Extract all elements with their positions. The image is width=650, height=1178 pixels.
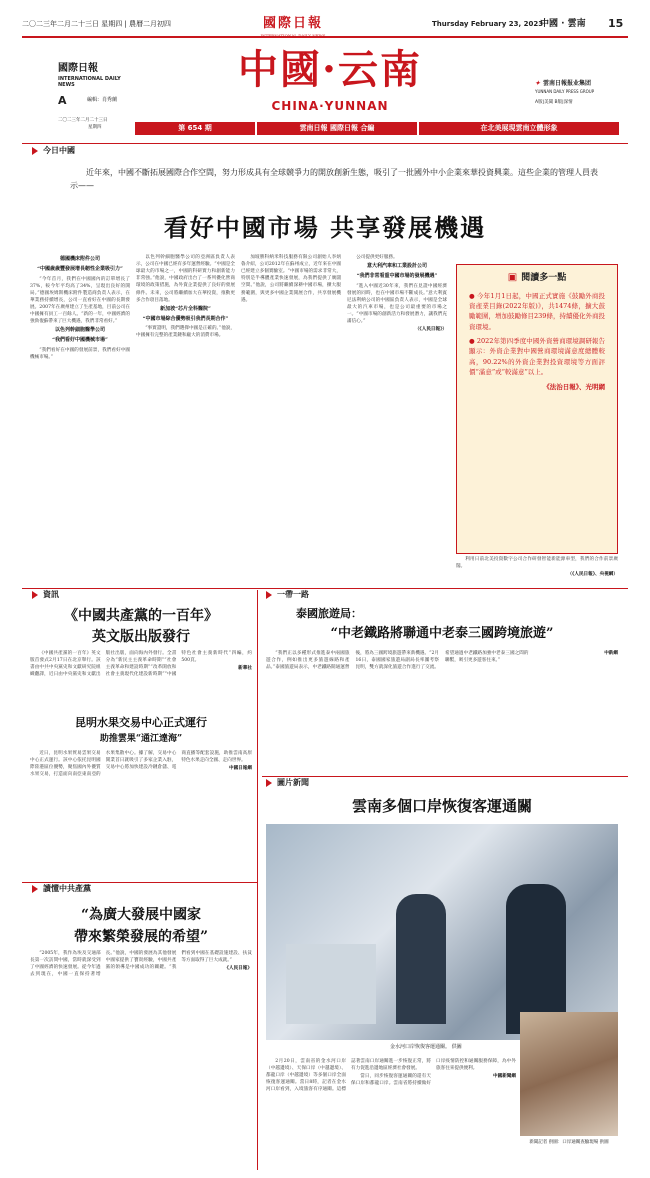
sidebar-box — [456, 264, 618, 554]
sidebar-source: 《法治日報》、光明網 — [543, 382, 605, 391]
group-logo-icon: ✦ — [535, 80, 541, 87]
group-name: 雲南日報报业集团 — [543, 80, 592, 87]
top-rule — [22, 36, 628, 38]
edition-letter: A — [58, 94, 67, 107]
news-h2 — [30, 716, 252, 745]
news-h3-line1: “為廣大發展中國家 — [80, 907, 202, 923]
rule-today — [22, 143, 628, 144]
photo-main — [266, 824, 618, 1040]
section-read — [32, 884, 91, 895]
masthead-banner — [135, 122, 620, 135]
section-belt-label: 一帶一路 — [277, 590, 309, 599]
news-p2-src: 中國日報網 — [228, 766, 252, 772]
col3-body: 加坡勝科納米科技服務有限公司創始人李炳魯介紹，公司2012年在蘇州成立，近年來在中國已經建立多個實驗室。“中國市場的需求非常大，特別是半導體產業快速發展，為我們提供了廣闊空間。”他說，公司將繼續深耕中國市場，擴大服務範圍，與更多中國企業開展合作，共享發展機遇。 — [241, 255, 341, 303]
page-number: 15 — [608, 17, 624, 30]
news-p1-src: 新華社 — [238, 666, 252, 672]
belt-body — [266, 650, 618, 760]
news-p2 — [30, 750, 252, 865]
sidebar-note-src: （《人民日報》、央視網） — [567, 572, 618, 578]
news-p2-text: 近日，昆明水果貿易雲果交易中心正式運行。該中心依托昆明國際陸港區位優勢，聚焦國內外優質水果交易，打造面向南亞東南亞的水果集散中心。據了解，交易中心開業首日就吸引了多家企業入駐，交易中心將加快建設冷鏈倉儲、電商直播等配套設施，助推雲南高原特色水果走向全國、走向世界。 — [30, 751, 252, 778]
slogan: 在北美展現雲南立體形象 — [419, 122, 619, 135]
mast-weekday: 星期四 — [88, 125, 102, 130]
date-left: 二〇二三年二月二十三日 星期四 | 農曆二月初四 — [22, 20, 172, 28]
col1-quote: “中國歲歲豐發展增長韌性企業吸引力” — [37, 265, 123, 272]
date-right: Thursday February 23, 2023 — [432, 20, 544, 28]
belt-headline — [266, 607, 618, 642]
sidebar-item-1: 今年1月1日起，中國正式實施《鼓勵外商投資產業目錄(2022年版)》，共1474條，擴大鼓勵範圍，增加鼓勵條目239條，持續優化外商投資環境。 — [469, 291, 605, 331]
section-photo — [266, 778, 309, 789]
news-p3-src: 《人民日報》 — [224, 966, 252, 972]
bullet-icon: ● — [469, 337, 477, 346]
col1-intro2: 以色列幹細胞醫學公司 — [54, 327, 105, 334]
news-p3 — [30, 950, 252, 1160]
paper-cn: 國際日報 — [58, 63, 98, 74]
sidebar-item-2: 2022年第四季度中國外資營商環境調研報告顯示：外資企業對中國營商環境滿意度總體較高，90.22%的外資企業對投資環境等方面評價“滿意”或“較滿意”以上。 — [469, 337, 605, 377]
masthead-paper — [58, 62, 138, 89]
news-p1 — [30, 650, 252, 710]
book-icon: ▣ — [507, 272, 518, 283]
column-divider — [257, 590, 258, 1170]
col1-intro: 德國機床附件公司 — [59, 256, 100, 262]
col2-quote: “中國市場綜合優勢吸引我們長期合作” — [142, 315, 229, 322]
title-cn: 中國·云南 — [238, 46, 422, 93]
news-h2-line1: 昆明水果交易中心正式運行 — [75, 716, 207, 729]
section-today — [32, 146, 75, 157]
belt-src: 中新網 — [604, 651, 618, 656]
paper-en: INTERNATIONAL DAILY NEWS — [58, 75, 121, 89]
top-logo-en: INTERNATIONAL DAILY NEWS — [260, 32, 326, 38]
col2-body: 以色列幹細胞醫學公司的亞洲區負責人表示，公司在中國已經有多年運營經驗。“中國是全球最大的市場之一，中國的科研實力和創新能力非常強。”他說，中國政府出台了一系列優化營商環境的政策措施，為外資企業提供了良好的發展條件。未來，公司將繼續加大在華投資，推動更多合作項目落地。 — [136, 255, 235, 303]
article-col-3 — [241, 254, 341, 566]
news-p1-text: 《中國共產黨的一百年》英文版首發式2月17日在北京舉行。該書由中共中央黨史和文獻研究院組織翻譯，近日由中央黨史和文獻出版社出版，面向海內外發行。全書分為“新民主主義革命時期”“社會主義革命和建設時期”“改革開放和社會主義現代化建設新時期”“中國特色社會主義新時代”四編，約500頁。 — [30, 651, 252, 678]
photo-counter — [286, 944, 376, 1024]
section-name: 中國 · 雲南 — [540, 19, 586, 29]
issue-number: 第 654 期 — [135, 122, 255, 135]
sidebar-note — [456, 556, 618, 586]
belt-h2: “中老鐵路將聯通中老泰三國跨境旅遊” — [330, 625, 554, 641]
news-h3-line2: 帶來繁榮發展的希望” — [73, 928, 209, 945]
photo-body-text: 2月20日，雲南省的金水河口岸（中越邊境）、天保口岸（中越邊境）、都龍口岸（中越邊境）等多個口岸全面恢復客運通關。當日8時，記者在金水河口岸看到，入境旅客有序通關。這標誌著雲南口岸通關進一步恢復正常，將有力促進沿邊地區經濟社會發展。 — [266, 1059, 431, 1093]
article-col-1 — [30, 254, 130, 566]
col2-intro: 新加坡“芯片全科醫院” — [160, 305, 211, 312]
article-col-2 — [136, 254, 235, 566]
belt-body-text: “我們正以多種形式推進泰中兩國旅遊合作，例如推出更多旅遊線路和產品。”泰國旅遊局表示，中老鐵路開通運營後，將為三國跨境旅遊帶來新機遇。“2月16日，泰國國家旅遊局副局長率團考察昆明，雙方就深化旅遊合作進行了交流。希望通過中老鐵路加強中老泰三國之間的聯繫，吸引更多遊客往來。” — [266, 651, 529, 671]
section-read-label: 讀懂中共產黨 — [43, 884, 91, 893]
col1-quote2: “我們看好中國機械市場” — [52, 337, 108, 344]
section-photo-label: 圖片新聞 — [277, 778, 309, 787]
news-h3 — [30, 906, 252, 947]
section-triangle-icon — [32, 885, 38, 893]
photo-src: 中國新聞網 — [493, 1074, 516, 1080]
news-h1-line2: 英文版出版發行 — [92, 628, 190, 645]
partners: 雲南日報 國際日報 合編 — [257, 122, 417, 135]
col4-quote: “我們非常看重中國市場的發展機遇” — [356, 272, 438, 279]
sidebar-title: 閱讀多一點 — [521, 272, 567, 283]
editor: 編輯：肖秀蘭 — [87, 97, 118, 103]
col1-body: “今年首月，我們在中國國內的訂單增長了37%，較今年平均高了34%，呈現出良好的開局。”德國埃姆斯機床附件製造商負責人表示，在華業務持續增長，公司一直看好在中國的長期發展。2007年在廣州建立了生產基地，目前公司在中國擁有員工一百餘人。“新的一年，中國經濟的強勁復蘇帶來了巨大機遇，我們非常看好。” — [30, 276, 130, 325]
photo-body — [266, 1058, 516, 1158]
section-triangle-icon — [32, 591, 38, 599]
col4-intro: 意大利汽車和工業設計公司 — [366, 263, 427, 270]
section-triangle-icon — [32, 147, 38, 155]
col4-body2: “進入中國近30年來，我們在見證中國經濟發展的同時，也在中國市場不斷成長。”意大利賓尼法利納公司的中國區負責人表示，中國是全球最大的汽車市場，也是公司最重要的市場之一。“中國市場的創新活力和發展潛力，讓我們充滿信心。” — [347, 283, 447, 325]
press-group — [535, 80, 625, 107]
section-news — [32, 590, 59, 601]
section-triangle-icon — [266, 591, 272, 599]
col4-source: （《人民日報》） — [414, 327, 447, 333]
photo-caption-1: 金水河口岸恢復客運通關。 供圖 — [390, 1044, 462, 1050]
today-lead: 近年來，中國不斷拓展國際合作空間，努力形成具有全球競爭力的開放創新生態，吸引了一批國外中小企業來華投資興業。這些企業的管理人員表示—— — [70, 168, 598, 190]
article-col-4 — [347, 254, 447, 566]
mast-date: 二〇二三年二月二十三日 — [58, 118, 108, 123]
photo-caption-3: 新聞記者 供圖：口岸通關查驗現場 供圖 — [529, 1140, 609, 1145]
photo-secondary — [520, 1012, 618, 1136]
section-triangle-icon — [266, 779, 272, 787]
top-logo-cn: 國際日報 — [262, 16, 323, 31]
sidebar-note-text: 利用日前北美投資數字公司合作研發智能新能源車型，我們的合作前景廣闊。 — [456, 557, 618, 570]
col1-body2: “我們看好在中國的發展前景，我們看好中國機械市場。” — [30, 347, 130, 360]
bullet-icon: ● — [469, 291, 478, 300]
photo-figure-1 — [396, 894, 446, 1024]
today-headline: 看好中國市場 共享發展機遇 — [163, 213, 487, 242]
photo-headline: 雲南多個口岸恢復客運通關 — [351, 797, 532, 815]
rule-news — [22, 588, 628, 589]
top-logo — [258, 15, 328, 38]
news-h2-line2: 助推雲果“通江達海” — [99, 733, 183, 744]
rule-photo — [262, 776, 628, 777]
section-news-label: 資訊 — [43, 590, 59, 599]
group-en: YUNNAN DAILY PRESS GROUP — [535, 89, 595, 95]
news-p3-text: “2005年，我作為埃及交通部長第一次訪問中國，當時就深受到了中國經濟的快速發展。從今年過去到現在，中國一直保持著增長。”他說，中國的發展為其他發展中國家提供了寶貴經驗，中國共產黨的領導是中國成功的關鍵。“我們看到中國在基礎設施建設、扶貧等方面取得了巨大成就。” — [30, 951, 252, 978]
col4-body: 公司提供更好服務。 — [356, 255, 398, 260]
section-today-label: 今日中國 — [43, 146, 75, 155]
photo-body-text-2: 當日，同步恢復客運通關的還有天保口岸和都龍口岸。雲南省將持續做好口岸疫情防控和通關服務保障，為中外旅客往來提供便利。 — [351, 1059, 516, 1087]
col2-body2: “事實證明，我們選擇中國是正確的。”他說，中國擁有完整的產業鏈和龐大的消費市場。 — [136, 326, 235, 339]
news-h1 — [30, 607, 252, 647]
belt-h1: 泰國旅遊局： — [296, 607, 362, 620]
title-en: CHINA·YUNNAN — [271, 99, 389, 113]
rule-read — [22, 882, 257, 883]
group-sub: A版|美聞 B版|深情 — [535, 100, 573, 106]
news-h1-line1: 《中國共產黨的一百年》 — [64, 608, 218, 624]
section-belt — [266, 590, 309, 601]
